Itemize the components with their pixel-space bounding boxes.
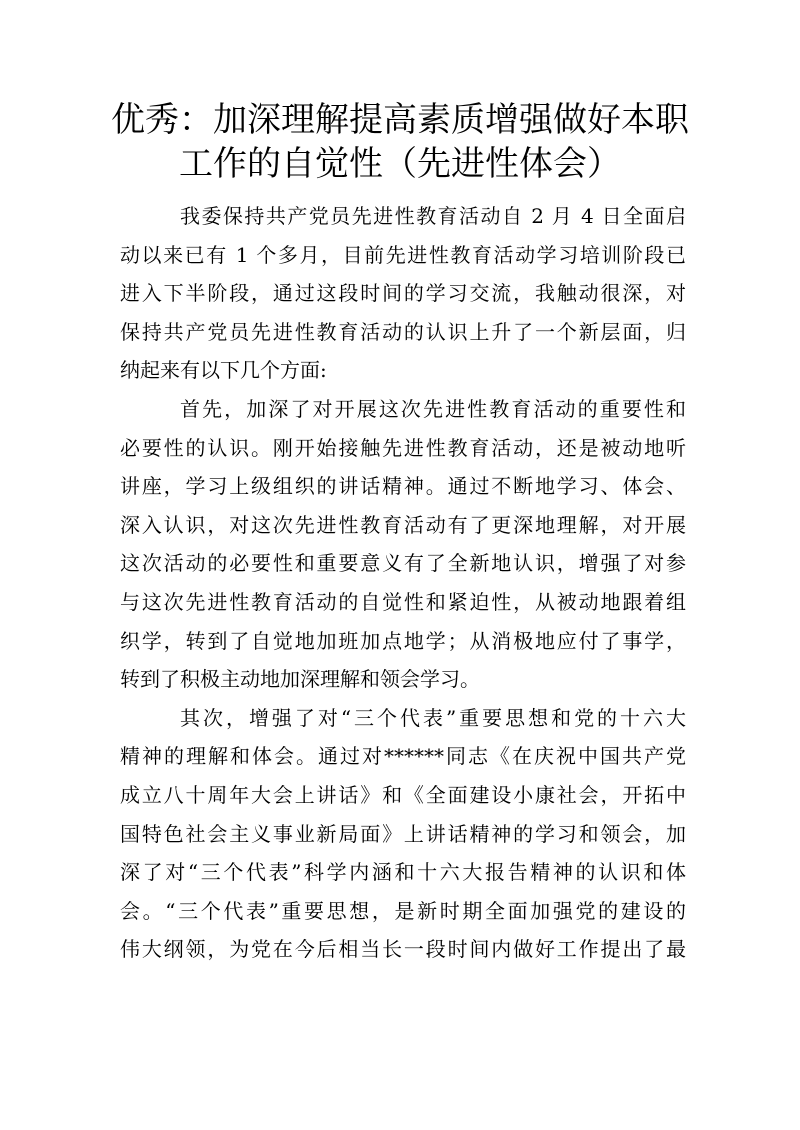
paragraph-line: 动以来已有 1 个多月，目前先进性教育活动学习培训阶段已 — [120, 242, 686, 267]
paragraph-line: 纳起来有以下几个方面: — [120, 358, 327, 383]
title-line-2: 工作的自觉性（先进性体会） — [179, 144, 621, 184]
paragraph-line: 这次活动的必要性和重要意义有了全新地认识，增强了对参 — [120, 551, 686, 576]
paragraph-3 — [120, 699, 686, 969]
paragraph-line: 与这次先进性教育活动的自觉性和紧迫性，从被动地跟着组 — [120, 589, 686, 614]
paragraph-line: 进入下半阶段，通过这段时间的学习交流，我触动很深，对 — [120, 281, 686, 306]
document-body — [120, 197, 686, 969]
paragraph-line: 国特色社会主义事业新局面》上讲话精神的学习和领会，加 — [120, 821, 686, 846]
paragraph-line: 保持共产党员先进性教育活动的认识上升了一个新层面，归 — [120, 319, 686, 344]
paragraph-line: 织学，转到了自觉地加班加点地学；从消极地应付了事学， — [120, 628, 686, 653]
paragraph-line: 会。“三个代表”重要思想，是新时期全面加强党的建设的 — [120, 898, 686, 923]
paragraph-line: 讲座，学习上级组织的讲话精神。通过不断地学习、体会、 — [120, 474, 686, 499]
paragraph-line: 伟大纲领，为党在今后相当长一段时间内做好工作提出了最 — [120, 937, 686, 962]
paragraph-line: 首先，加深了对开展这次先进性教育活动的重要性和 — [180, 396, 686, 421]
paragraph-line: 转到了积极主动地加深理解和领会学习。 — [120, 667, 480, 692]
paragraph-line: 深入认识，对这次先进性教育活动有了更深地理解，对开展 — [120, 512, 686, 537]
paragraph-line: 深了对“三个代表”科学内涵和十六大报告精神的认识和体 — [120, 860, 686, 885]
paragraph-line: 其次，增强了对“三个代表”重要思想和党的十六大 — [180, 705, 686, 730]
paragraph-line: 必要性的认识。刚开始接触先进性教育活动，还是被动地听 — [120, 435, 686, 460]
paragraph-1 — [120, 197, 686, 390]
paragraph-line: 我委保持共产党员先进性教育活动自 2 月 4 日全面启 — [180, 204, 686, 228]
paragraph-2 — [120, 390, 686, 699]
title-line-1: 优秀：加深理解提高素质增强做好本职 — [111, 100, 689, 140]
paragraph-line: 成立八十周年大会上讲话》和《全面建设小康社会，开拓中 — [120, 782, 686, 807]
paragraph-line: 精神的理解和体会。通过对******同志《在庆祝中国共产党 — [120, 744, 686, 769]
document-title — [100, 98, 700, 186]
